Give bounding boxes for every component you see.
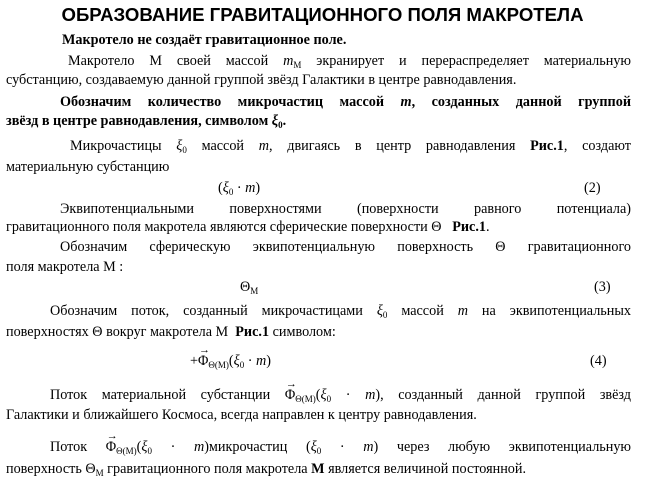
equation-2: $(\xi_0 \cdot m)$ <box>218 180 261 197</box>
paragraph-4-line-1: Микрочастицы $\xi_0$ массой m, двигаясь в центр равнодавления Рис.1, создают <box>70 138 631 155</box>
paragraph-3-line-1: Обозначим количество микрочастиц массой m, созданных данной группой <box>60 94 631 110</box>
paragraph-3-line-2: звёзд в центре равнодавления, символом $\xi_0$. <box>6 113 287 130</box>
equation-3: $\Theta_М$ <box>240 279 259 296</box>
paragraph-8-line-1: Поток материальной субстанции → $\Phi_{\Theta(М)}(\xi_0 \cdot m)$, созданный данной группой звёзд <box>6 386 631 408</box>
vector-phi: → Φ <box>198 352 208 370</box>
page-title: ОБРАЗОВАНИЕ ГРАВИТАЦИОННОГО ПОЛЯ МАКРОТЕЛА <box>61 4 584 25</box>
equation-3-number: (3) <box>594 279 611 295</box>
vector-phi: → Φ <box>285 386 295 404</box>
paragraph-5-line-1: Эквипотенциальными поверхностями (поверхности равного потенциала) <box>60 201 631 217</box>
figure-reference: Рис.1 <box>530 138 564 154</box>
paragraph-heading: Макротело не создаёт гравитационное поле. <box>62 32 347 48</box>
figure-reference: Рис.1 <box>235 324 270 340</box>
paragraph-7-line-1: Обозначим поток, созданный микрочастицами $\xi_0$ массой m на эквипотенциальных <box>50 303 631 320</box>
paragraph-2-line-2: субстанцию, создаваемую данной группой звёзд Галактики в центре равнодавления. <box>6 72 517 88</box>
paragraph-6-line-2: поля макротела М : <box>6 259 124 275</box>
vector-phi: → Φ <box>106 438 116 456</box>
equation-4: +→ $\Phi_{\Theta(М)}(\xi_0 \cdot m)$ <box>190 352 271 374</box>
paragraph-2-line-1: Макротело М своей массой $m_М$ экранирует и перераспределяет материальную <box>68 53 632 70</box>
paragraph-8-line-2: Галактики и ближайшего Космоса, всегда направлен к центру равнодавления. <box>6 407 477 423</box>
paragraph-9-line-1: Поток → $\Phi_{\Theta(М)}(\xi_0$ · m)микрочастиц $(\xi_0 \cdot m)$ через любую эквипотенциальную <box>6 438 631 460</box>
equation-4-number: (4) <box>590 353 607 369</box>
paragraph-5-line-2: гравитационного поля макротела являются сферические поверхности Θ Рис.1. <box>6 219 490 235</box>
paragraph-4-line-2: материальную субстанцию <box>6 159 170 175</box>
mass-symbol: m <box>283 53 294 69</box>
paragraph-6-line-1: Обозначим сферическую эквипотенциальную поверхность Θ гравитационного <box>60 239 631 255</box>
paragraph-9-line-2: поверхность $\Theta_М$ гравитационного поля макротела М является величиной постоянной. <box>6 461 527 478</box>
paragraph-7-line-2: поверхностях Θ вокруг макротела М Рис.1 символом: <box>6 324 336 340</box>
figure-reference: Рис.1 <box>452 219 486 235</box>
equation-2-number: (2) <box>584 180 601 196</box>
